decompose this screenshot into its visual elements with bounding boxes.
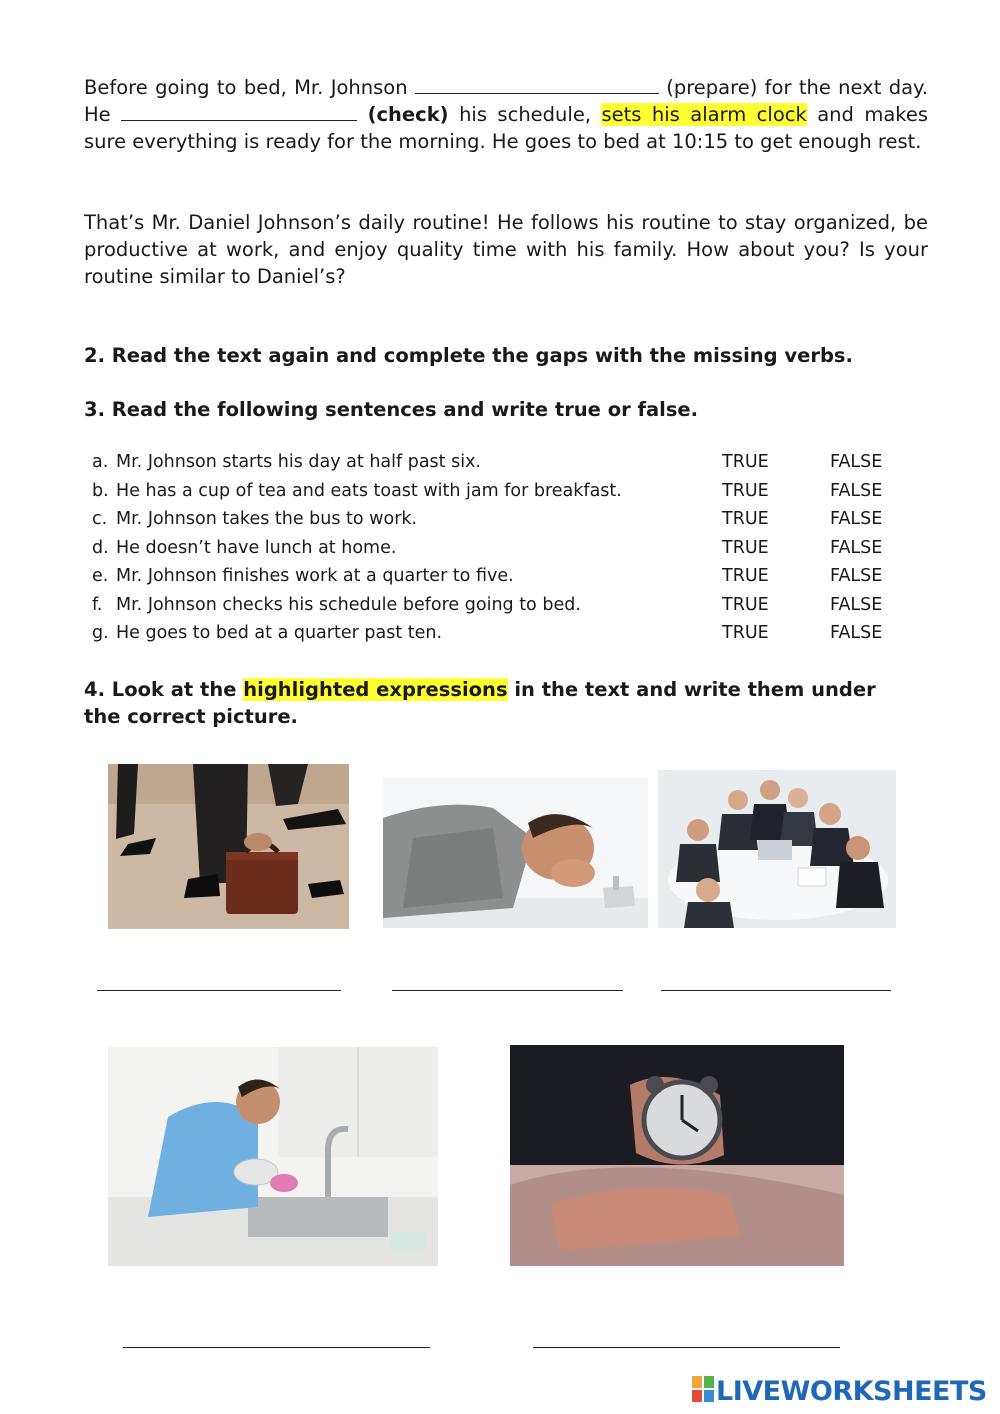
true-option[interactable]: TRUE (722, 509, 769, 529)
alarm-clock-picture (510, 1045, 844, 1266)
item-statement: Mr. Johnson finishes work at a quarter to five. (116, 566, 514, 586)
exercise-2-title: 2. Read the text again and complete the gaps with the missing verbs. (84, 344, 853, 367)
title-text: in the text and write them under the correct picture. (84, 678, 876, 728)
exercise-4-title (84, 676, 884, 730)
logo-text: LIVEWORKSHEETS (716, 1376, 987, 1407)
item-letter: e. (92, 566, 109, 586)
true-option[interactable]: TRUE (722, 452, 769, 472)
highlighted-expression: sets his alarm clock (601, 103, 807, 126)
item-statement: Mr. Johnson checks his schedule before going to bed. (116, 595, 581, 615)
true-false-item (92, 591, 912, 619)
false-option[interactable]: FALSE (830, 595, 883, 615)
reading-paragraph-1 (84, 74, 928, 155)
business-meeting-picture (658, 770, 896, 928)
title-text: 4. Look at the (84, 678, 237, 701)
false-option[interactable]: FALSE (830, 538, 883, 558)
text-segment: Before going to bed, Mr. Johnson (84, 76, 408, 99)
exercise-3-title: 3. Read the following sentences and write true or false. (84, 398, 699, 421)
false-option[interactable]: FALSE (830, 623, 883, 643)
answer-line-dishes[interactable] (123, 1347, 430, 1348)
gap-input-check[interactable] (121, 102, 357, 121)
false-option[interactable]: FALSE (830, 566, 883, 586)
false-option[interactable]: FALSE (830, 509, 883, 529)
logo-mark-icon (692, 1376, 714, 1409)
washing-dishes-picture (108, 1047, 438, 1266)
true-false-item (92, 505, 912, 533)
true-option[interactable]: TRUE (722, 481, 769, 501)
true-option[interactable]: TRUE (722, 595, 769, 615)
item-statement: Mr. Johnson takes the bus to work. (116, 509, 418, 529)
false-option[interactable]: FALSE (830, 481, 883, 501)
briefcase-picture (108, 764, 349, 929)
true-option[interactable]: TRUE (722, 623, 769, 643)
item-letter: d. (92, 538, 109, 558)
true-option[interactable]: TRUE (722, 538, 769, 558)
true-false-item (92, 448, 912, 476)
text-segment: and makes sure everything is ready for the morning. He goes to bed at 10:15 to get enough rest. (84, 103, 929, 153)
item-statement: He doesn’t have lunch at home. (116, 538, 397, 558)
washing-face-picture (383, 778, 648, 928)
liveworksheets-logo (692, 1376, 987, 1406)
true-false-item (92, 619, 912, 647)
answer-line-washing-face[interactable] (392, 990, 623, 991)
item-letter: c. (92, 509, 108, 529)
item-statement: Mr. Johnson starts his day at half past six. (116, 452, 481, 472)
reading-paragraph-2: That’s Mr. Daniel Johnson’s daily routine! He follows his routine to stay organized, be productive at work, and enjoy quality time with his family. How about you? Is your routine similar to Daniel’s? (84, 211, 928, 288)
item-letter: g. (92, 623, 109, 643)
item-letter: b. (92, 481, 109, 501)
item-statement: He goes to bed at a quarter past ten. (116, 623, 443, 643)
false-option[interactable]: FALSE (830, 452, 883, 472)
text-segment: his schedule, (459, 103, 592, 126)
title-highlight: highlighted expressions (243, 678, 508, 701)
answer-line-alarm-clock[interactable] (533, 1347, 840, 1348)
text-segment: (prepare) for the next day. He (84, 76, 928, 126)
item-letter: f. (92, 595, 103, 615)
answer-line-briefcase[interactable] (97, 990, 341, 991)
answer-line-meeting[interactable] (661, 990, 891, 991)
gap-input-prepare[interactable] (415, 75, 659, 94)
true-false-item (92, 534, 912, 562)
item-statement: He has a cup of tea and eats toast with jam for breakfast. (116, 481, 622, 501)
true-false-item (92, 477, 912, 505)
true-false-item (92, 562, 912, 590)
item-letter: a. (92, 452, 109, 472)
true-option[interactable]: TRUE (722, 566, 769, 586)
verb-hint-check: (check) (367, 103, 449, 126)
